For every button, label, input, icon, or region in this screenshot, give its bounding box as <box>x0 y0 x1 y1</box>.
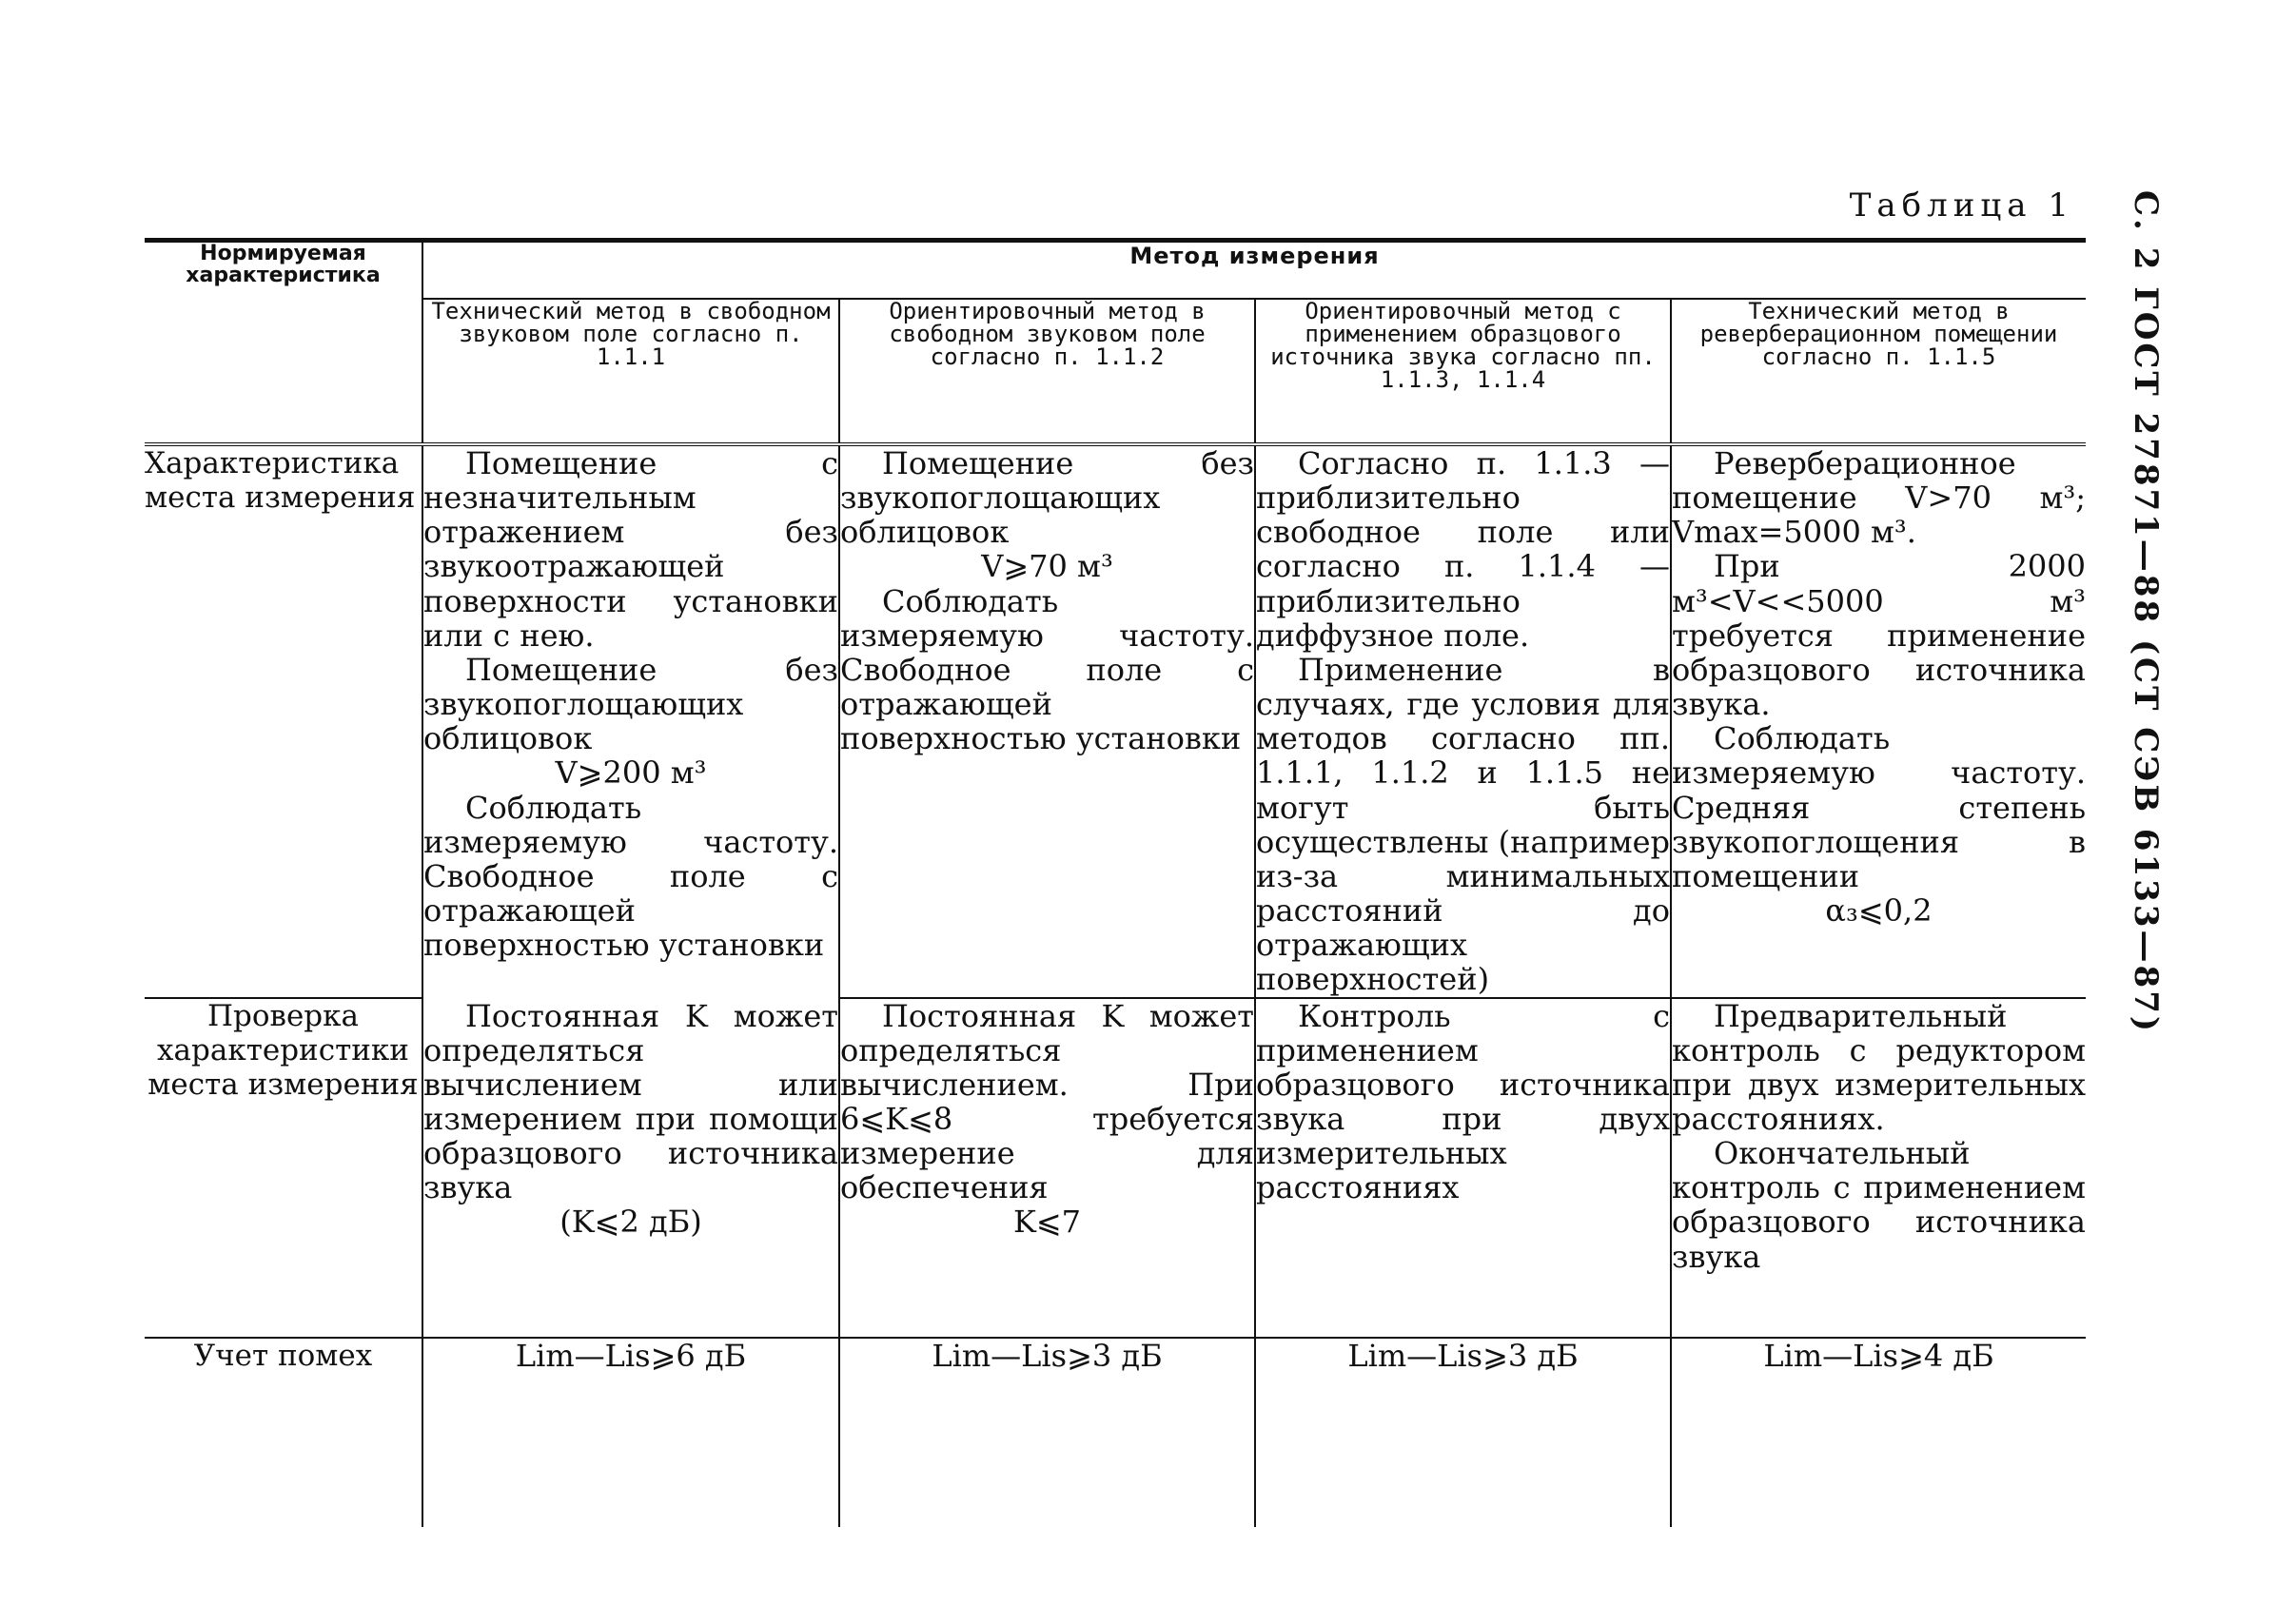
table-cell: Lim—Lis⩾4 дБ <box>1763 1337 1994 1374</box>
table-cell: Lim—Lis⩾3 дБ <box>1255 1339 1671 1527</box>
table-cell <box>1255 999 1671 1338</box>
cell-text: Соблюдать измеряемую частоту. Средняя степень звукопоглощения в помещении <box>1672 720 2086 894</box>
cell-text: Помещение без звукопоглощающих облицовок <box>423 651 838 757</box>
table-cell <box>839 999 1255 1338</box>
side-header-text: С. 2 ГОСТ 27871—88 (СТ СЭВ 6133—87) <box>2127 190 2165 1034</box>
table-label: Таблица 1 <box>1849 186 2074 225</box>
cell-text: Помещение без звукопоглощающих облицовок <box>840 445 1254 551</box>
cell-text: При 2000 м³<V<<5000 м³ требуется применение образцового источника звука. <box>1672 548 2086 723</box>
header-row-1 <box>145 243 2086 299</box>
table-cell <box>1255 446 1671 998</box>
table-cell <box>1671 999 2086 1338</box>
method-header-4: Технический метод в реверберационном помещении согласно п. 1.1.5 <box>1699 298 2058 370</box>
table-cell: Lim—Lis⩾6 дБ <box>422 1339 839 1527</box>
cell-text: Применение в случаях, где условия для методов согласно пп. 1.1.1, 1.1.2 и 1.1.5 не могут быть осуществлены (например из-за минимальных расстояний до отражающих поверхностей) <box>1256 651 1670 998</box>
table-cell <box>422 999 839 1338</box>
table-row <box>145 446 2086 998</box>
method-group-header: Метод измерения <box>422 243 2086 299</box>
header-row-2 <box>145 299 2086 444</box>
cell-text: Контроль с применением образцового источника звука при двух измерительных расстояниях <box>1256 997 1670 1206</box>
table-cell <box>839 446 1255 998</box>
table-row <box>145 1339 2086 1527</box>
cell-text: Постоянная K может определяться вычислением. При 6⩽K⩽8 требуется измерение для обеспечения <box>840 997 1254 1206</box>
cell-text: Постоянная K может определяться вычислением или измерением при помощи образцового источника звука <box>423 997 838 1206</box>
row-label: Учет помех <box>145 1339 422 1527</box>
method-header-1: Технический метод в свободном звуковом поле согласно п. 1.1.1 <box>422 299 839 444</box>
cell-text: Помещение с незначительным отражением без звукоотражающей поверхности установки или с нею. <box>423 445 838 654</box>
table-row <box>145 999 2086 1338</box>
table-cell <box>1671 446 2086 998</box>
cell-formula: V⩾200 м³ <box>555 754 707 792</box>
cell-formula: K⩽7 <box>1012 1204 1082 1241</box>
measurement-methods-table <box>145 238 2086 1527</box>
cell-formula: α₃⩽0,2 <box>1825 892 1933 930</box>
cell-text: Реверберационное помещение V>70 м³; Vmax=5000 м³. <box>1672 445 2086 551</box>
table-cell <box>422 446 839 998</box>
cell-text: Согласно п. 1.1.3 — приблизительно свободное поле или согласно п. 1.1.4 — приблизительно диффузное поле. <box>1256 445 1670 654</box>
cell-text: Окончательный контроль с применением образцового источника звука <box>1672 1135 2086 1275</box>
cell-text: Предварительный контроль с редуктором при двух измерительных расстояниях. <box>1672 997 2086 1137</box>
column-header-characteristic: Нормируемая характеристика <box>145 243 422 444</box>
method-header-2: Ориентировочный метод в свободном звуковом поле согласно п. 1.1.2 <box>839 299 1255 444</box>
side-running-header <box>2098 190 2184 1034</box>
table-cell: Lim—Lis⩾3 дБ <box>839 1339 1255 1527</box>
row-label: Проверка характеристики места измерения <box>145 999 422 1338</box>
cell-formula: V⩾70 м³ <box>981 548 1113 585</box>
cell-text: Соблюдать измеряемую частоту. Свободное поле с отражающей поверхностью установки <box>840 582 1254 757</box>
row-label: Характеристика места измерения <box>145 446 422 998</box>
cell-formula: (K⩽2 дБ) <box>559 1204 702 1241</box>
cell-text: Соблюдать измеряемую частоту. Свободное поле с отражающей поверхностью установки <box>423 789 838 964</box>
method-header-3: Ориентировочный метод с применением образцового источника звука согласно пп. 1.1.3, 1.1.4 <box>1255 299 1671 444</box>
